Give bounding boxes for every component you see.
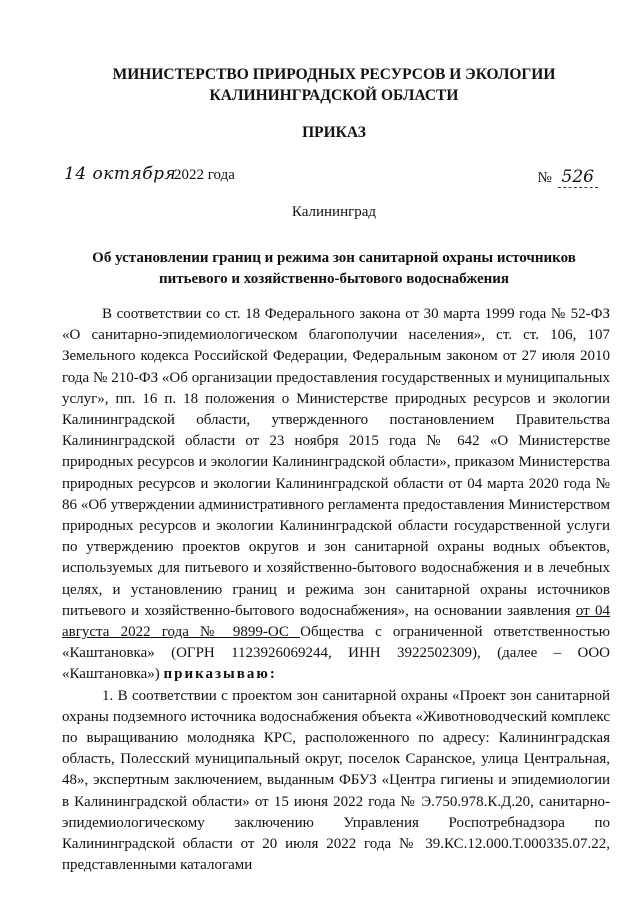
ministry-header [60, 64, 608, 106]
application-reference: от 04 августа 2022 года № 9899-ОС [62, 602, 610, 641]
document-type-title: ПРИКАЗ [302, 124, 366, 141]
preamble-text: В соответствии со ст. 18 Федерального закона от 30 марта 1999 года № 52-ФЗ «О санитарно-эпидемиологическом благополучии населения», ст. ст. 106, 107 Земельного кодекса Российской Федерации, Федеральным законом от 27 июля 2010 года № 210-ФЗ «Об организации предоставления государственных и муниципальных услуг», пп. 16 п. 18 положения о Министерстве природных ресурсов и экологии Калининградской области, утвержденного постановлением Правительства Калининградской области от 23 ноября 2015 года № 642 «О Министерстве природных ресурсов и экологии Калининградской области», приказом Министерства природных ресурсов и экологии Калининградской области от 04 марта 2020 года № 86 «Об утверждении административного регламента предоставления Министерством природных ресурсов и экологии Калининградской области государственной услуги по утверждению проектов округов и зон санитарной охраны водных объектов, используемых для питьевого и хозяйственно-бытового водоснабжения и в лечебных целях, и установлению границ и режима зон санитарной охраны источников питьевого и хозяйственно-бытового водоснабжения», на основании заявления [62, 306, 610, 619]
paragraph-item-1: 1. В соответствии с проектом зон санитарной охраны «Проект зон санитарной охраны подземного источника водоснабжения объекта «Животноводческий комплекс по выращиванию молодняка КРС, расположенного по адресу: Калининградская область, Полесский муниципальный округ, поселок Саранское, улица Центральная, 48», экспертным заключением, выданным ФБУЗ «Центра гигиены и эпидемиологии в Калининградской области» от 15 июня 2022 года № Э.750.978.К.Д.20, санитарно-эпидемиологическому заключению Управления Роспотребнадзора по Калининградской области от 20 июля 2022 года № 39.КС.12.000.Т.000335.07.22, представленными каталогами [62, 687, 610, 874]
city-name: Калининград [291, 204, 377, 220]
date-year: 2022 года [174, 167, 235, 183]
order-subject: Об установлении границ и режима зон санитарной охраны источников питьевого и хозяйственно-бытового водоснабжения [92, 250, 576, 287]
paragraph-preamble [62, 304, 610, 686]
date-number-row [62, 166, 610, 190]
ministry-name-line1: МИНИСТЕРСТВО ПРИРОДНЫХ РЕСУРСОВ И ЭКОЛОГИИ [112, 66, 556, 83]
order-directive: приказываю: [163, 666, 277, 683]
handwritten-date: 14 октября [64, 164, 177, 184]
order-body [62, 304, 610, 876]
number-sign: № [537, 170, 552, 186]
ministry-name-line2: КАЛИНИНГРАДСКОЙ ОБЛАСТИ [209, 87, 459, 104]
order-number [537, 167, 598, 187]
preamble-company: Общества с ограниченной ответственностью «Каштановка» (ОГРН 1123926069244, ИНН 3922502309), (далее – ООО «Каштановка») [62, 624, 610, 683]
handwritten-number: 526 [558, 167, 598, 188]
